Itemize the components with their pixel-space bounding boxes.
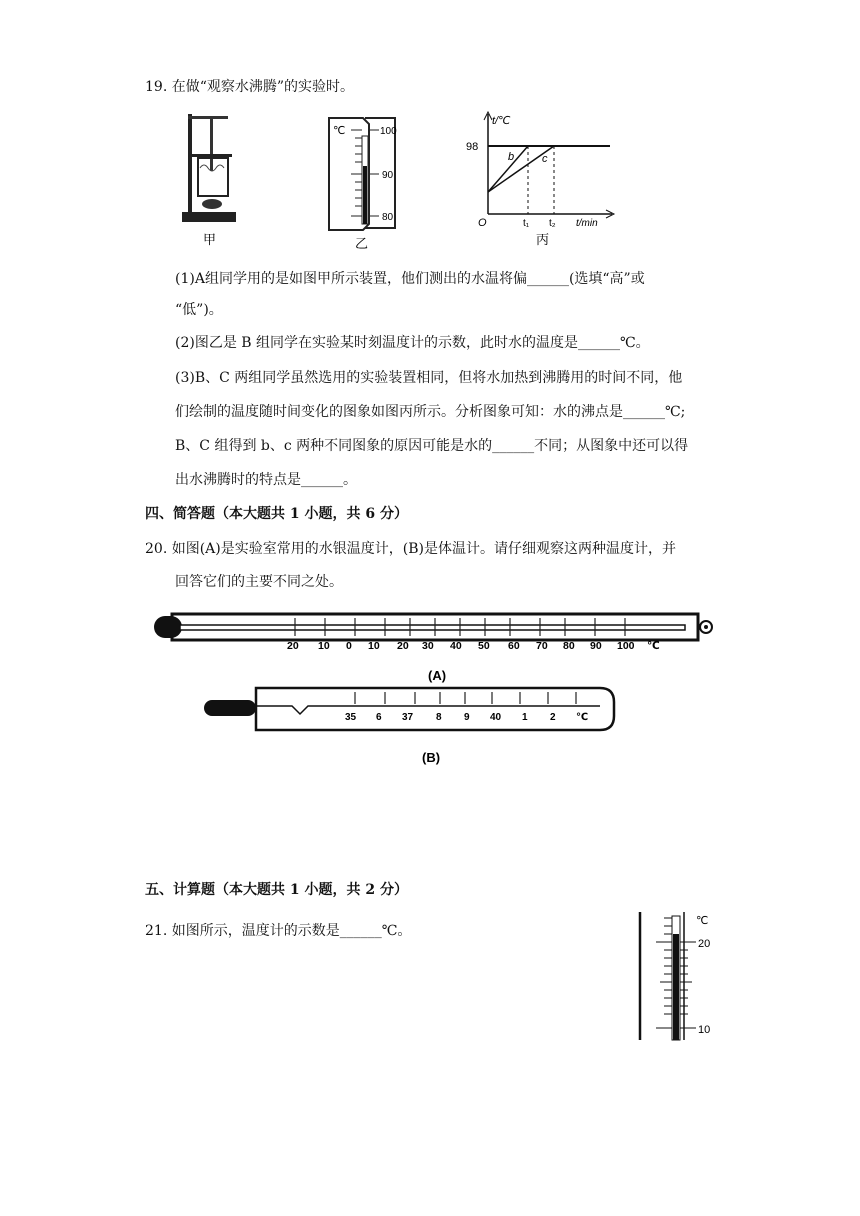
therm-a-tick-5: 30 [422, 640, 434, 652]
therm-a-tick-1: 10 [318, 640, 330, 652]
q20-line2: 回答它们的主要不同之处。 [175, 574, 343, 590]
therm-a-tick-7: 50 [478, 640, 490, 652]
graph-c-label: c [542, 153, 548, 165]
q21-therm-unit: ℃ [696, 915, 709, 927]
therm-a-tick-0: 20 [287, 640, 299, 652]
q21-text: 21. 如图所示，温度计的示数是______℃。 [145, 923, 412, 939]
therm-b-tick-4: 9 [464, 712, 470, 723]
section-4-heading: 四、简答题（本大题共 1 小题，共 6 分） [145, 506, 408, 522]
q19-p3b: 们绘制的温度随时间变化的图象如图丙所示。分析图象可知：水的沸点是______℃; [175, 404, 686, 420]
section-5-heading: 五、计算题（本大题共 1 小题，共 2 分） [145, 882, 408, 898]
therm-b-tick-2: 37 [402, 712, 414, 723]
thermometer-yi-tick-80: 80 [382, 212, 394, 223]
therm-b-tick-3: 8 [436, 712, 442, 723]
graph-t2-label: t₂ [549, 218, 556, 229]
thermometer-b [200, 682, 620, 768]
graph-ylabel: t/℃ [492, 115, 511, 127]
q21-thermometer [634, 910, 720, 1044]
graph-t1-label: t₁ [523, 218, 530, 229]
therm-b-unit: ℃ [576, 712, 589, 723]
therm-a-tick-10: 80 [563, 640, 575, 652]
therm-a-tick-2: 0 [346, 640, 352, 652]
therm-b-tick-5: 40 [490, 712, 502, 723]
fig-label-bing: 丙 [536, 232, 550, 247]
therm-a-tick-6: 40 [450, 640, 462, 652]
therm-b-tick-7: 2 [550, 712, 556, 723]
q19-p1a: (1)A组同学用的是如图甲所示装置，他们测出的水温将偏______(选填“高”或 [175, 271, 645, 287]
q20-line1: 20. 如图(A)是实验室常用的水银温度计，(B)是体温计。请仔细观察这两种温度计，并 [145, 541, 676, 557]
therm-b-tick-6: 1 [522, 712, 528, 723]
thermometer-b-ticks [355, 692, 576, 704]
fig-label-jia: 甲 [203, 232, 217, 247]
therm-b-tick-0: 35 [345, 712, 357, 723]
therm-b-label: (B) [422, 750, 441, 765]
thermometer-a [150, 608, 720, 688]
graph-xlabel: t/min [576, 218, 598, 229]
q19-p3d: 出水沸腾时的特点是______。 [175, 472, 357, 488]
q19-stem: 19. 在做“观察水沸腾”的实验时。 [145, 79, 355, 95]
q19-p2: (2)图乙是 B 组同学在实验某时刻温度计的示数，此时水的温度是______℃。 [175, 335, 650, 351]
q21-therm-tick-10: 10 [698, 1024, 711, 1036]
therm-b-tick-1: 6 [376, 712, 382, 723]
graph-origin: O [478, 217, 487, 229]
therm-a-tick-4: 20 [397, 640, 409, 652]
figure-bing-graph [466, 108, 616, 248]
therm-a-tick-3: 10 [368, 640, 380, 652]
graph-b-label: b [508, 151, 515, 163]
thermometer-yi-tick-100: 100 [380, 126, 397, 137]
figure-yi-thermometer [325, 116, 405, 250]
therm-a-tick-8: 60 [508, 640, 520, 652]
thermometer-yi-unit: ℃ [333, 125, 346, 137]
therm-a-tick-11: 90 [590, 640, 602, 652]
therm-a-label: (A) [428, 668, 447, 683]
q19-p3c: B、C 组得到 b、c 两种不同图象的原因可能是水的______不同；从图象中还可以得 [175, 438, 689, 454]
fig-label-yi: 乙 [355, 236, 369, 250]
q19-p3a: (3)B、C 两组同学虽然选用的实验装置相同，但将水加热到沸腾用的时间不同，他 [175, 370, 683, 386]
therm-a-unit: ℃ [647, 640, 660, 652]
graph-98-label: 98 [466, 141, 479, 153]
q19-p1b: “低”)。 [175, 302, 223, 318]
therm-a-tick-9: 70 [536, 640, 548, 652]
therm-a-tick-12: 100 [617, 640, 635, 652]
q21-therm-tick-20: 20 [698, 938, 711, 950]
figure-jia-apparatus [178, 108, 238, 248]
thermometer-yi-tick-90: 90 [382, 170, 394, 181]
